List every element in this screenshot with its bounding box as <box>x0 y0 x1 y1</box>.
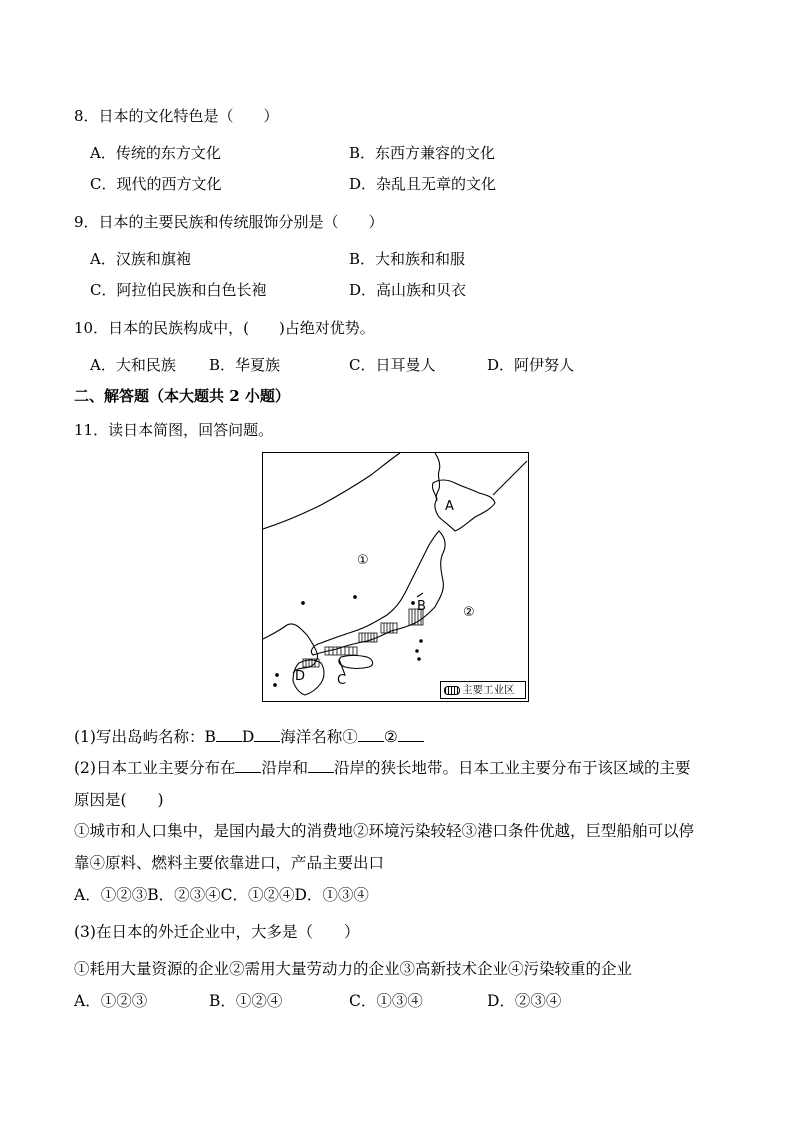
q11-part2-options: A．①②③B．②③④C．①②④D．①③④ <box>74 886 369 904</box>
blank-coast-1[interactable] <box>235 758 261 773</box>
q11-part3-line2: ①耗用大量资源的企业②需用大量劳动力的企业③高新技术企业④污染较重的企业 <box>74 960 633 978</box>
q11-p1-two: ② <box>383 728 398 746</box>
q8-option-c: C．现代的西方文化 <box>90 175 222 193</box>
hokkaido-island <box>432 480 495 531</box>
map-label-d: D <box>295 669 306 684</box>
blank-island-d[interactable] <box>254 727 280 742</box>
q10-option-b: B．华夏族 <box>209 356 281 374</box>
q11-part1 <box>74 727 424 747</box>
q11-part2-line2: 原因是( ) <box>74 791 164 809</box>
blank-island-b[interactable] <box>216 727 242 742</box>
map-label-b: B <box>417 599 426 614</box>
q11-p2-prefix: (2)日本工业主要分布在 <box>74 759 236 777</box>
leader-line-b <box>417 593 423 597</box>
q9-option-c: C．阿拉伯民族和白色长袍 <box>90 281 267 299</box>
q10-option-d: D．阿伊努人 <box>487 356 575 374</box>
q11-part2-line4: 靠④原料、燃料主要依靠进口，产品主要出口 <box>74 854 385 872</box>
q10-option-a: A．大和民族 <box>90 356 176 374</box>
sakhalin-island <box>435 453 440 501</box>
q11-part2-line3: ①城市和人口集中，是国内最大的消费地②环境污染较轻③港口条件优越，巨型船舶可以停 <box>74 822 695 840</box>
q11-part3-option-b: B．①②④ <box>209 992 283 1010</box>
legend-label: 主要工业区 <box>462 684 515 696</box>
q10-stem: 10．日本的民族构成中，( )占绝对优势。 <box>74 319 375 337</box>
q11-part2-line1 <box>74 758 691 778</box>
q11-stem: 11．读日本简图，回答问题。 <box>74 421 274 439</box>
q11-p2-mid: 沿岸和 <box>261 759 308 777</box>
legend-hatch-swatch <box>444 686 460 695</box>
q10-option-c: C．日耳曼人 <box>349 356 436 374</box>
map-legend <box>440 681 526 699</box>
map-label-sea2: ② <box>463 605 475 620</box>
blank-sea-2[interactable] <box>398 727 424 742</box>
q11-p1-d: D <box>241 728 255 746</box>
map-label-sea1: ① <box>357 553 369 568</box>
mainland-coast <box>263 453 400 529</box>
q8-option-b: B．东西方兼容的文化 <box>349 144 496 162</box>
kuril-islands <box>493 461 527 495</box>
q9-option-a: A．汉族和旗袍 <box>90 250 191 268</box>
q8-option-a: A．传统的东方文化 <box>90 144 221 162</box>
map-label-c: C <box>337 673 347 688</box>
q11-part3-option-a: A．①②③ <box>74 992 148 1010</box>
q11-part3-option-c: C．①③④ <box>349 992 423 1010</box>
japan-map-drawing <box>263 453 530 703</box>
q9-option-b: B．大和族和和服 <box>349 250 466 268</box>
q9-stem: 9．日本的主要民族和传统服饰分别是（ ） <box>74 213 384 231</box>
section-title: 二、解答题（本大题共 2 小题） <box>74 387 290 405</box>
q11-part3-stem: (3)在日本的外迁企业中，大多是（ ） <box>74 923 360 941</box>
q11-p2-suffix: 沿岸的狭长地带。日本工业主要分布于该区域的主要 <box>333 759 691 777</box>
blank-sea-1[interactable] <box>358 727 384 742</box>
q11-p1-prefix: (1)写出岛屿名称：B <box>74 728 216 746</box>
map-label-a: A <box>445 499 454 514</box>
blank-coast-2[interactable] <box>308 758 334 773</box>
q11-part3-option-d: D．②③④ <box>487 992 562 1010</box>
honshu-island <box>311 531 445 655</box>
q8-stem: 8．日本的文化特色是（ ） <box>74 107 279 125</box>
industrial-zone-hanshin <box>359 633 377 642</box>
q9-option-d: D．高山族和贝衣 <box>349 281 467 299</box>
q11-p1-ocean: 海洋名称① <box>280 728 358 746</box>
q8-option-d: D．杂乱且无章的文化 <box>349 175 497 193</box>
japan-map <box>262 452 529 702</box>
shikoku-island <box>339 656 373 669</box>
